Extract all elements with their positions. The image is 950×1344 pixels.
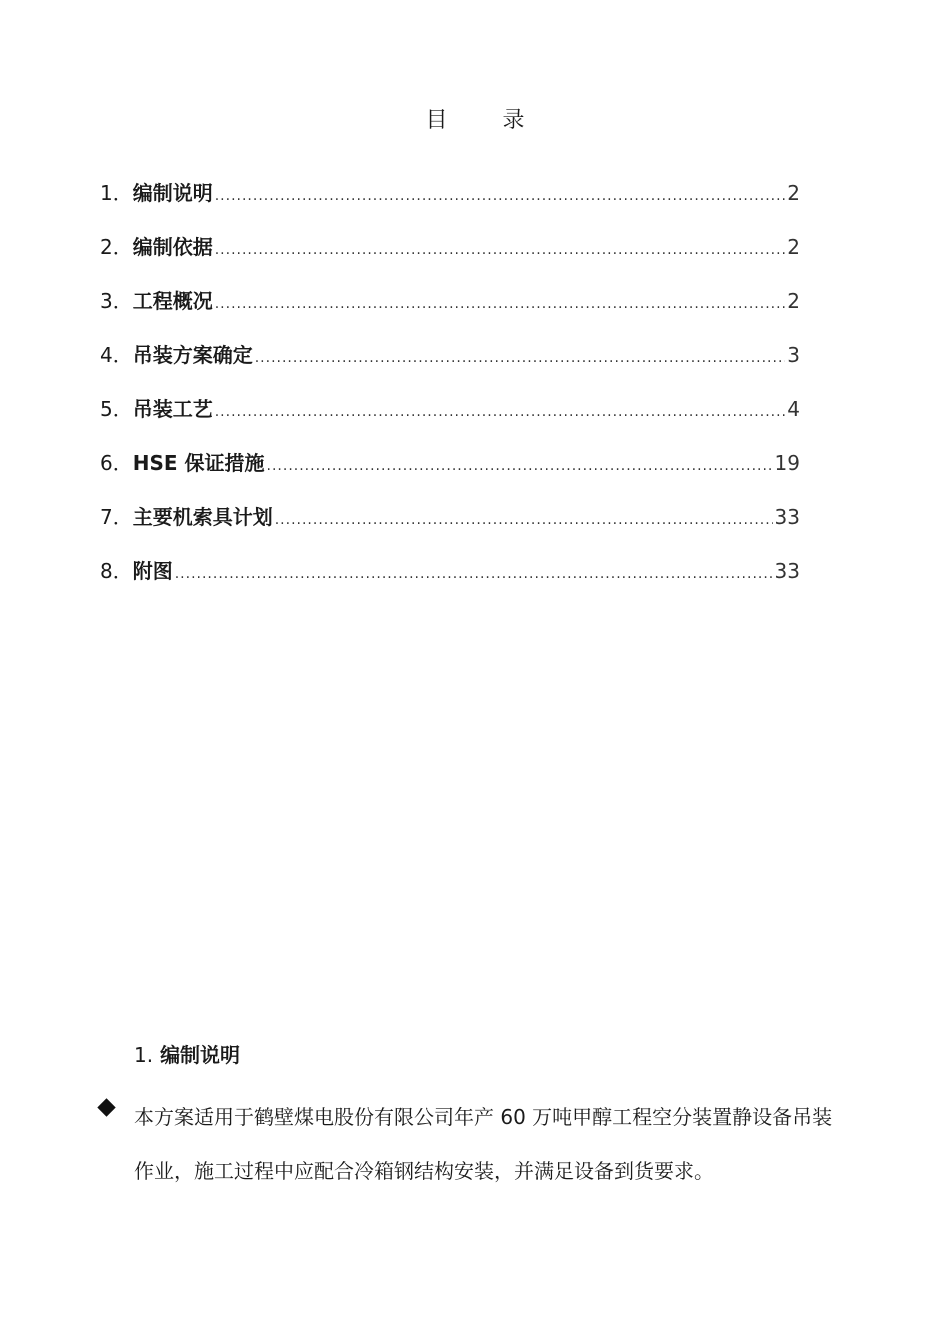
toc-entry-page: 4 xyxy=(787,397,800,421)
toc-entry-page: 19 xyxy=(774,451,800,475)
toc-dot-leader xyxy=(215,395,786,429)
toc-entry-number: 1． xyxy=(100,181,133,205)
toc-dot-leader xyxy=(275,503,773,537)
toc-entry-number: 8． xyxy=(100,559,133,583)
section-heading-number: 1. xyxy=(134,1043,154,1067)
toc-entry-page: 3 xyxy=(787,343,800,367)
toc-entry-number: 7． xyxy=(100,505,133,529)
toc-entry[interactable] xyxy=(100,554,800,608)
section-heading-text: 编制说明 xyxy=(160,1043,241,1067)
toc-entry[interactable] xyxy=(100,230,800,284)
toc-entry-page: 33 xyxy=(774,505,800,529)
toc-entry[interactable] xyxy=(100,392,800,446)
paragraph-text: 本方案适用于鹤壁煤电股份有限公司年产 60 万吨甲醇工程空分装置静设备吊装作业，施工过程中应配合冷箱钢结构安装，并满足设备到货要求。 xyxy=(134,1105,833,1183)
diamond-bullet-icon xyxy=(97,1098,115,1116)
toc-dot-leader xyxy=(215,233,786,267)
toc-entry-label: 编制依据 xyxy=(132,235,213,259)
toc-entry[interactable] xyxy=(100,176,800,230)
toc-entry-number: 2． xyxy=(100,235,133,259)
toc-entry-page: 2 xyxy=(787,235,800,259)
toc-dot-leader xyxy=(215,287,786,321)
toc-entry-number: 4． xyxy=(100,343,133,367)
toc-entry-label: 吊装方案确定 xyxy=(132,343,253,367)
toc-entry-number: 3． xyxy=(100,289,133,313)
toc-entry-page: 2 xyxy=(787,181,800,205)
toc-entry-label: 吊装工艺 xyxy=(132,397,213,421)
toc-entry-number: 6． xyxy=(100,451,133,475)
toc-entry[interactable] xyxy=(100,500,800,554)
toc-entry-label: HSE 保证措施 xyxy=(132,451,265,475)
toc-title: 目 录 xyxy=(425,108,549,133)
toc-dot-leader xyxy=(255,341,786,375)
toc-dot-leader xyxy=(267,449,773,483)
toc-dot-leader xyxy=(215,179,786,213)
toc-list xyxy=(100,176,800,608)
toc-entry[interactable] xyxy=(100,338,800,392)
toc-entry[interactable] xyxy=(100,284,800,338)
toc-entry-number: 5． xyxy=(100,397,133,421)
toc-entry-label: 附图 xyxy=(132,559,173,583)
toc-entry-label: 编制说明 xyxy=(132,181,213,205)
toc-entry-page: 2 xyxy=(787,289,800,313)
toc-entry-label: 主要机索具计划 xyxy=(132,505,273,529)
toc-entry-label: 工程概况 xyxy=(132,289,213,313)
toc-entry[interactable] xyxy=(100,446,800,500)
toc-entry-page: 33 xyxy=(774,559,800,583)
section-heading xyxy=(134,1038,240,1072)
toc-dot-leader xyxy=(175,557,773,591)
